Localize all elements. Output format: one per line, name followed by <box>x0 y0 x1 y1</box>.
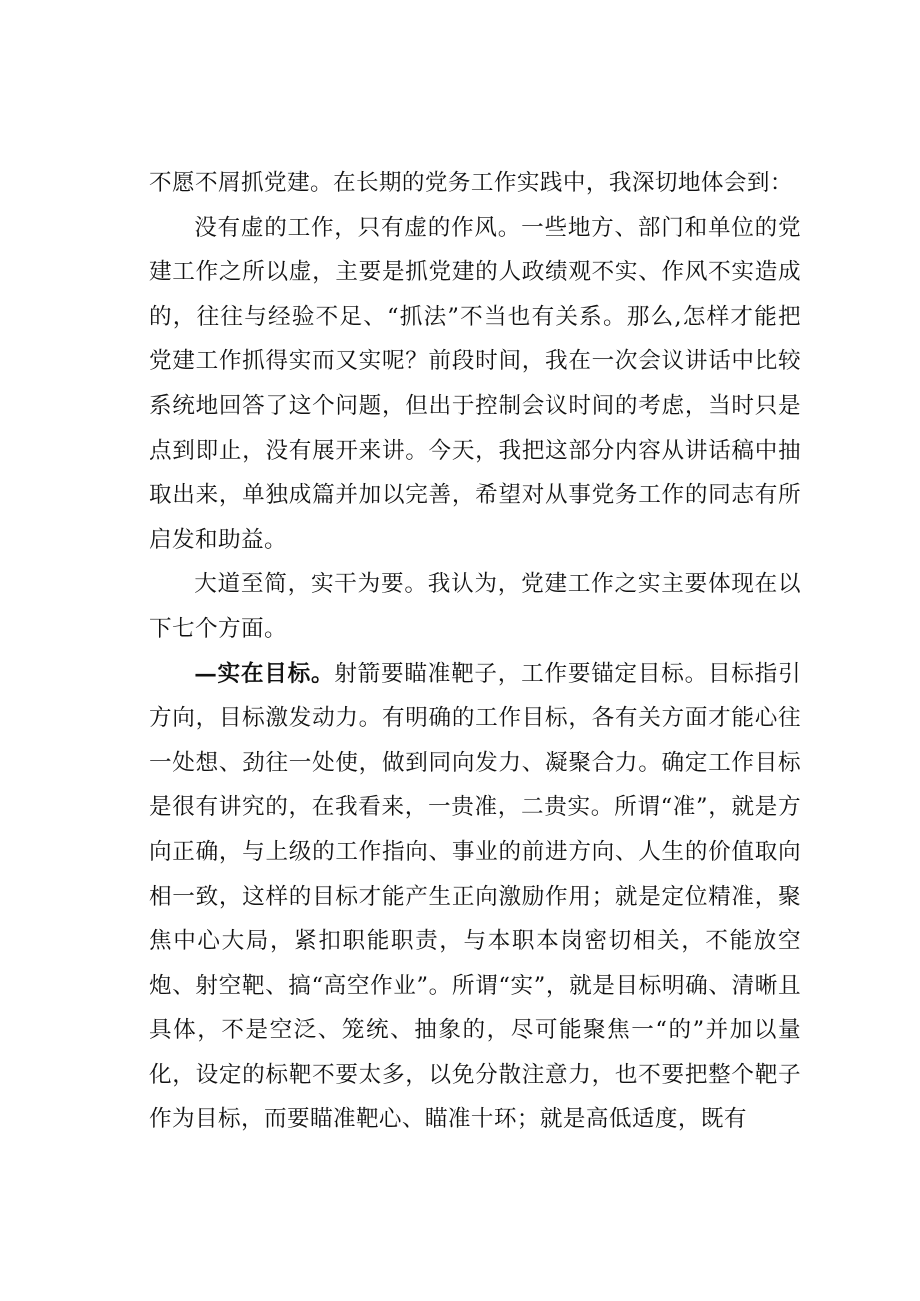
paragraph-2-text: 没有虚的工作，只有虚的作风。一些地方、部门和单位的党建工作之所以虚，主要是抓党建的人政绩观不实、作风不实造成的，往往与经验不足、“抓法”不当也有关系。那么,怎样才能把党建工作抓得实而又实呢？前段时间，我在一次会议讲话中比较系统地回答了这个问题，但出于控制会议时间的考虑，当时只是点到即止，没有展开来讲。今天，我把这部分内容从讲话稿中抽取出来，单独成篇并加以完善，希望对从事党务工作的同志有所启发和助益。 <box>149 214 801 553</box>
document-body <box>149 161 801 1142</box>
paragraph-3-text: 大道至简，实干为要。我认为，党建工作之实主要体现在以下七个方面。 <box>149 571 801 642</box>
paragraph-4-lead: —实在目标。 <box>194 660 335 687</box>
paragraph-4-text: 射箭要瞄准靶子，工作要锚定目标。目标指引方向，目标激发动力。有明确的工作目标，各有关方面才能心往一处想、劲往一处使，做到同向发力、凝聚合力。确定工作目标是很有讲究的，在我看来，一贵准，二贵实。所谓“准”，就是方向正确，与上级的工作指向、事业的前进方向、人生的价值取向相一致，这样的目标才能产生正向激励作用；就是定位精准，聚焦中心大局，紧扣职能职责，与本职本岗密切相关，不能放空炮、射空靶、搞“高空作业”。所谓“实”，就是目标明确、清晰且具体，不是空泛、笼统、抽象的，尽可能聚焦一“的”并加以量化，设定的标靶不要太多，以免分散注意力，也不要把整个靶子作为目标，而要瞄准靶心、瞄准十环；就是高低适度，既有 <box>149 660 802 1133</box>
paragraph-3 <box>149 562 801 651</box>
paragraph-1 <box>149 161 801 206</box>
paragraph-1-text: 不愿不屑抓党建。在长期的党务工作实践中，我深切地体会到： <box>149 170 793 196</box>
paragraph-4 <box>149 652 801 1143</box>
paragraph-2 <box>149 206 801 563</box>
